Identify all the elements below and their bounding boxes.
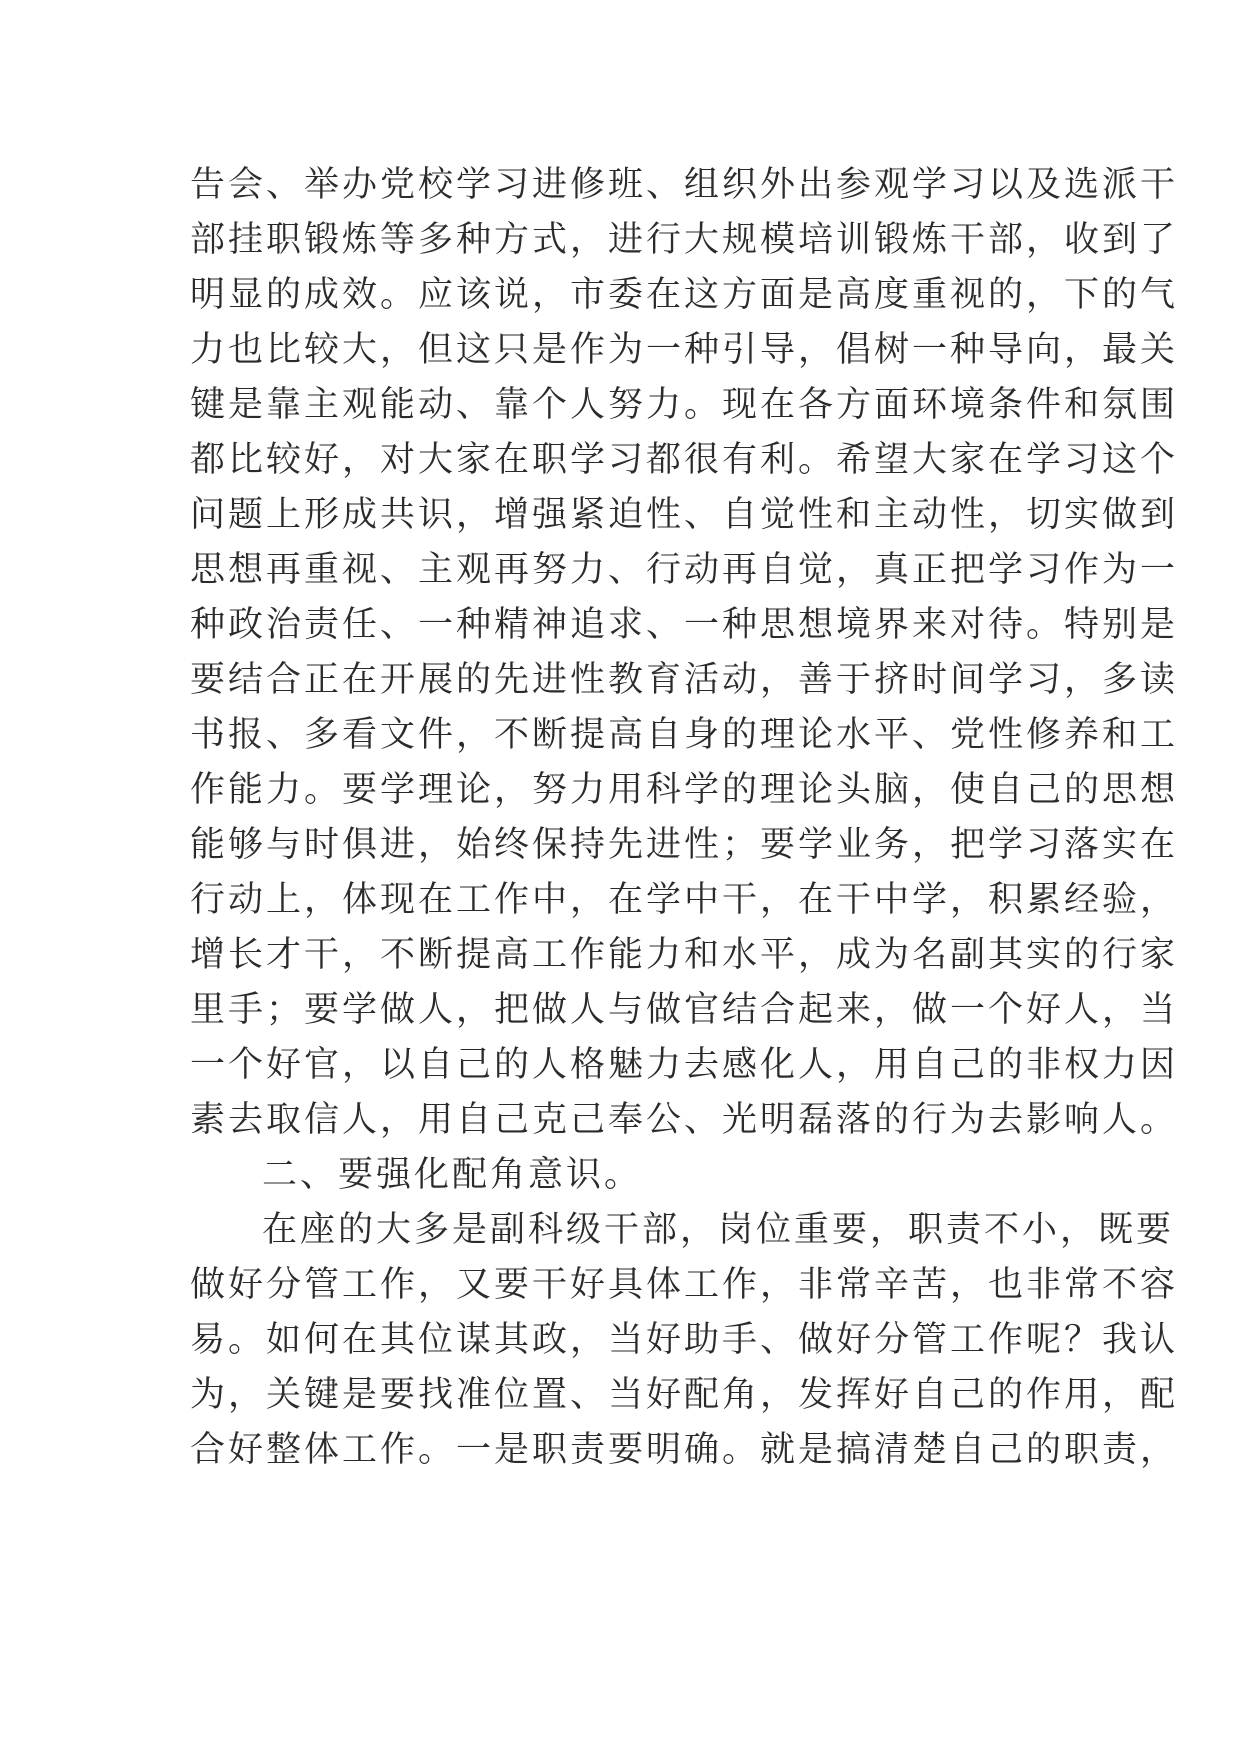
text-line: 能够与时俱进，始终保持先进性；要学业务，把学习落实在 [190, 825, 1179, 865]
text-line: 行动上，体现在工作中，在学中干，在干中学，积累经验， [190, 880, 1179, 920]
text-line: 思想再重视、主观再努力、行动再自觉，真正把学习作为一 [190, 550, 1179, 590]
text-line: 合好整体工作。一是职责要明确。就是搞清楚自己的职责， [190, 1430, 1179, 1470]
section-heading: 二、要强化配角意识。 [262, 1155, 643, 1195]
text-line: 部挂职锻炼等多种方式，进行大规模培训锻炼干部，收到了 [190, 220, 1179, 260]
text-line: 为，关键是要找准位置、当好配角，发挥好自己的作用，配 [190, 1375, 1179, 1415]
text-line: 做好分管工作，又要干好具体工作，非常辛苦，也非常不容 [190, 1265, 1179, 1305]
text-line: 书报、多看文件，不断提高自身的理论水平、党性修养和工 [190, 715, 1179, 755]
text-line: 明显的成效。应该说，市委在这方面是高度重视的，下的气 [190, 275, 1179, 315]
text-line: 种政治责任、一种精神追求、一种思想境界来对待。特别是 [190, 605, 1179, 645]
text-line: 问题上形成共识，增强紧迫性、自觉性和主动性，切实做到 [190, 495, 1179, 535]
text-line: 都比较好，对大家在职学习都很有利。希望大家在学习这个 [190, 440, 1179, 480]
text-line: 作能力。要学理论，努力用科学的理论头脑，使自己的思想 [190, 770, 1179, 810]
paragraph-first-line: 在座的大多是副科级干部，岗位重要，职责不小，既要 [262, 1210, 1175, 1250]
text-line: 素去取信人，用自己克己奉公、光明磊落的行为去影响人。 [190, 1100, 1179, 1140]
text-line: 告会、举办党校学习进修班、组织外出参观学习以及选派干 [190, 165, 1179, 205]
text-line: 易。如何在其位谋其政，当好助手、做好分管工作呢？我认 [190, 1320, 1179, 1360]
text-line: 键是靠主观能动、靠个人努力。现在各方面环境条件和氛围 [190, 385, 1179, 425]
text-line: 力也比较大，但这只是作为一种引导，倡树一种导向，最关 [190, 330, 1179, 370]
text-line: 一个好官，以自己的人格魅力去感化人，用自己的非权力因 [190, 1045, 1179, 1085]
text-line: 增长才干，不断提高工作能力和水平，成为名副其实的行家 [190, 935, 1179, 975]
text-line: 里手；要学做人，把做人与做官结合起来，做一个好人，当 [190, 990, 1179, 1030]
body-text [190, 158, 1179, 1478]
text-line: 要结合正在开展的先进性教育活动，善于挤时间学习，多读 [190, 660, 1179, 700]
